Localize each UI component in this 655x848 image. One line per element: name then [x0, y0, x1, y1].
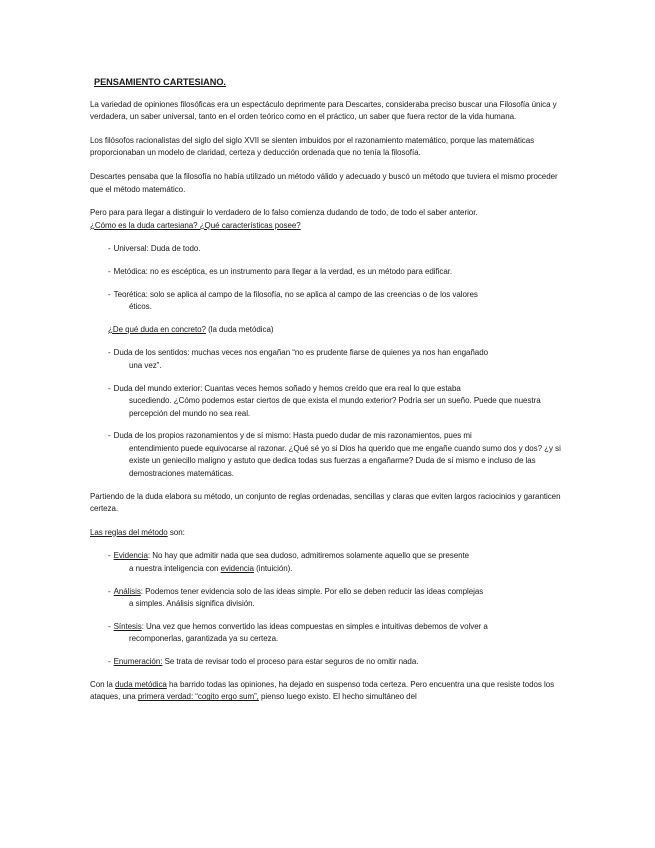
- rule-continuation: a nuestra inteligencia con evidencia (intuición).: [129, 564, 293, 574]
- characteristic-item: - Universal: Duda de todo.: [108, 244, 201, 254]
- rule-name: Evidencia: [113, 551, 148, 561]
- characteristic-item: - Metódica: no es escéptica, es un instrumento para llegar a la verdad, es un método para edificar.: [108, 266, 453, 276]
- rules-heading: Las reglas del método son:: [90, 527, 185, 537]
- rationalists-paragraph: Los filósofos racionalistas del siglo del siglo XVII se sienten imbuidos por el razonamiento matemático, porque las matemáticas proporcionaban un modelo de claridad, certeza y deducción ordenada que no tenía la filosofía.: [90, 135, 535, 158]
- rule-name: Análisis: [113, 586, 141, 596]
- page-title: PENSAMIENTO CARTESIANO.: [94, 77, 226, 87]
- characteristic-item: - Teorética: solo se aplica al campo de la filosofía, no se aplica al campo de las creencias o de los valores éticos.: [108, 289, 568, 314]
- doubt-intro-paragraph: Pero para para llegar a distinguir lo verdadero de lo falso comienza dudando de todo, de todo el saber anterior.: [90, 208, 478, 218]
- rule-name: Enumeración:: [113, 657, 163, 666]
- characteristic-continuation: éticos.: [129, 302, 152, 312]
- rule-item: - Análisis: Podemos tener evidencia solo de las ideas simple. Por ello se deben reducir las ideas complejas a simples. Análisis significa división.: [108, 586, 568, 611]
- doubt-item: - Duda de los sentidos: muchas veces nos engañan “no es prudente fiarse de quienes ya nos han engañado una vez”.: [108, 347, 568, 372]
- rule-item: - Enumeración: Se trata de revisar todo el proceso para estar seguros de no omitir nada.: [108, 657, 419, 666]
- method-paragraph: Descartes pensaba que la filosofía no había utilizado un método válido y adecuado y buscó un método que tuviera el mismo proceder que el método matemático.: [90, 171, 558, 194]
- method-rules-paragraph: Partiendo de la duda elabora su método, un conjunto de reglas ordenadas, sencillas y claras que eviten largos raciocinios y garanticen certeza.: [90, 491, 561, 514]
- characteristic-text: Universal: Duda de todo.: [113, 244, 201, 254]
- characteristic-text: Metódica: no es escéptica, es un instrumento para llegar a la verdad, es un método para edificar.: [113, 266, 453, 276]
- doubt-continuation: entendimiento puede equivocarse al razonar. ¿Qué sé yo si Dios ha querido que me engañe cuando sumo dos y dos? ¿y si existe un geniecillo maligno y astuto que dedica todas sus fuerzas a engañarme? Duda de sí mismo e incluso de las demostraciones matemáticas.: [129, 443, 561, 479]
- doubt-text: Duda del mundo exterior: Cuantas veces hemos soñado y hemos creído que era real lo que estaba: [113, 383, 461, 393]
- doubt-text: Duda de los sentidos: muchas veces nos engañan “no es prudente fiarse de quienes ya nos han engañado: [113, 348, 489, 358]
- rule-item: - Síntesis: Una vez que hemos convertido las ideas compuestas en simples e intuitivas debemos de volver a recomponerlas, garantizada ya su certeza.: [108, 621, 568, 646]
- intro-paragraph: La variedad de opiniones filosóficas era un espectáculo deprimente para Descartes, consideraba preciso buscar una Filosofía única y verdadera, un saber universal, tanto en el orden teórico como en el práctico, un saber que fuera rector de la vida humana.: [90, 99, 557, 122]
- rule-continuation: a simples. Análisis significa división.: [129, 599, 255, 609]
- doubt-continuation: una vez”.: [129, 360, 162, 370]
- characteristic-text: Teorética: solo se aplica al campo de la filosofía, no se aplica al campo de las creencias o de los valores: [113, 289, 478, 299]
- rule-item: - Evidencia: No hay que admitir nada que sea dudoso, admitiremos solamente aquello que se presente a nuestra inteligencia con evidencia (intuición).: [108, 550, 568, 575]
- doubt-continuation: sucediendo. ¿Cómo podemos estar ciertos de que exista el mundo exterior? Podría ser un sueño. Puede que nuestra percepción del mundo no sea real.: [129, 396, 541, 418]
- doubt-item: - Duda de los propios razonamientos y de sí mismo: Hasta puedo dudar de mis razonamientos, pues mi entendimiento puede equivocarse al razonar. ¿Qué sé yo si Dios ha querido que me engañe cuando sumo dos y dos? ¿y si existe un geniecillo maligno y astuto que dedica todas sus fuerzas a engañarme? Duda de sí mismo e incluso de las demostraciones matemáticas.: [108, 430, 568, 480]
- question-concrete-doubt: ¿De qué duda en concreto? (la duda metódica): [108, 324, 274, 334]
- doubt-item: - Duda del mundo exterior: Cuantas veces hemos soñado y hemos creído que era real lo que estaba sucediendo. ¿Cómo podemos estar ciertos de que exista el mundo exterior? Podría ser un sueño. Puede que nuestra percepción del mundo no sea real.: [108, 383, 568, 421]
- rule-continuation: recomponerlas, garantizada ya su certeza.: [129, 634, 279, 644]
- doubt-text: Duda de los propios razonamientos y de sí mismo: Hasta puedo dudar de mis razonamientos, pues mi: [113, 431, 472, 441]
- cogito-paragraph: Con la duda metódica ha barrido todas las opiniones, ha dejado en suspenso toda certeza. Pero encuentra una que resiste todos los ataques, una primera verdad: “cogito ergo sum”, pienso luego existo. El hecho simultáneo del: [90, 679, 555, 702]
- document-page: [90, 76, 568, 715]
- question-doubt-characteristics: ¿Cómo es la duda cartesiana? ¿Qué características posee?: [90, 220, 301, 230]
- rule-name: Síntesis: [113, 621, 142, 631]
